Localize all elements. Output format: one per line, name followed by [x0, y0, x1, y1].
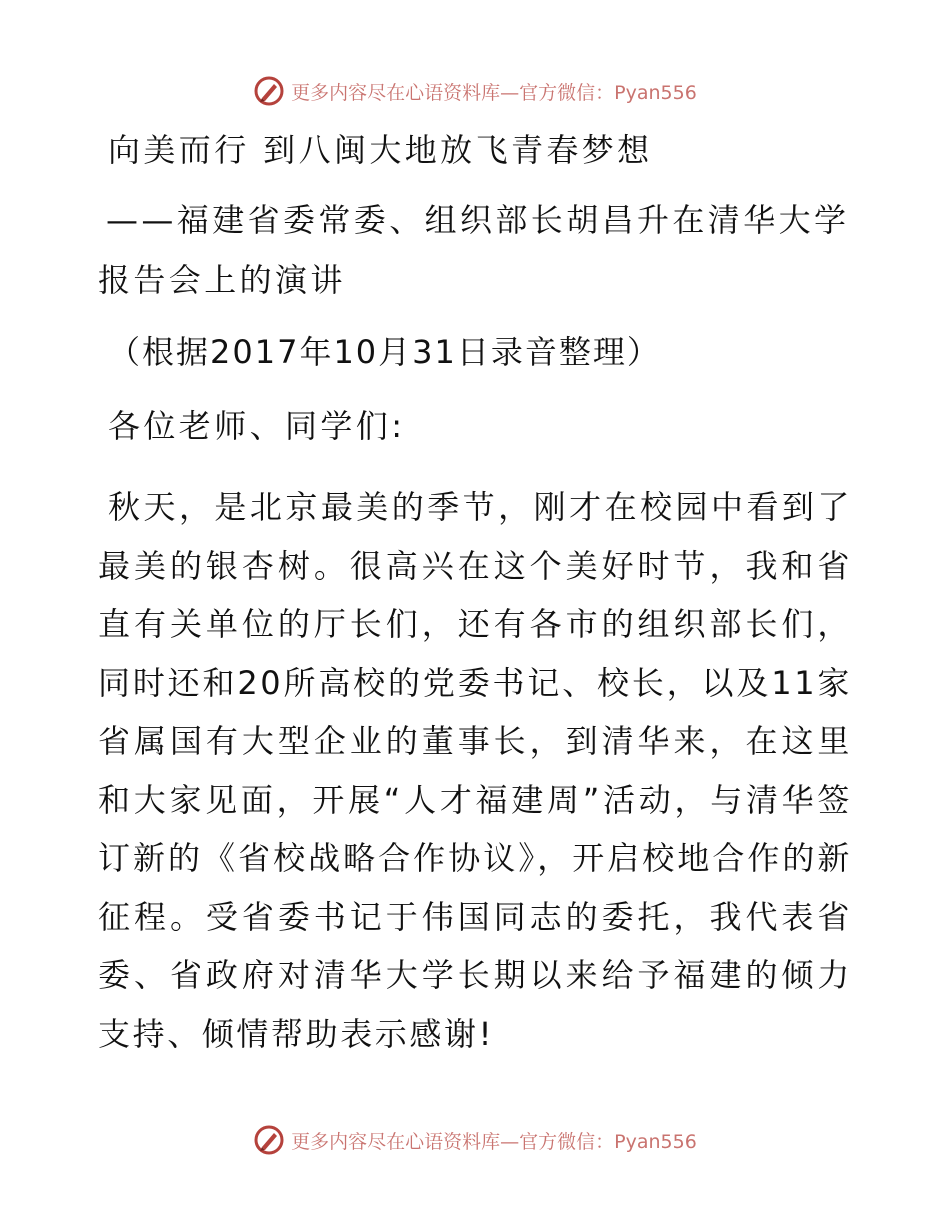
- banner-wechat: 官方微信：Pyan556: [519, 81, 697, 104]
- banner-wechat: 官方微信：Pyan556: [519, 1130, 697, 1153]
- banner-text: 更多内容尽在心语资料库—: [291, 1130, 520, 1153]
- body-paragraph: 秋天，是北京最美的季节，刚才在校园中看到了最美的银杏树。很高兴在这个美好时节，我和省直有关单位的厅长们，还有各市的组织部长们，同时还和20所高校的党委书记、校长，以及11家省属国有大型企业的董事长，到清华来，在这里和大家见面，开展“人才福建周”活动，与清华签订新的《省校战略合作协议》，开启校地合作的新征程。受省委书记于伟国同志的委托，我代表省委、省政府对清华大学长期以来给予福建的倾力支持、倾情帮助表示感谢!: [98, 488, 852, 1053]
- salutation: 各位老师、同学们:: [108, 407, 406, 445]
- header-watermark-banner: [0, 74, 950, 108]
- document-subtitle-line1: ——福建省委常委、组织部长胡昌升在清华大学: [106, 201, 850, 239]
- banner-text: 更多内容尽在心语资料库—: [291, 81, 520, 104]
- pen-logo-icon: [253, 1124, 285, 1156]
- document-subtitle-line2: 报告会上的演讲: [98, 261, 346, 299]
- document-note: （根据2017年10月31日录音整理）: [108, 333, 661, 371]
- footer-watermark-banner: [0, 1123, 950, 1157]
- document-title: 向美而行 到八闽大地放飞青春梦想: [108, 131, 653, 169]
- pen-logo-icon: [253, 75, 285, 107]
